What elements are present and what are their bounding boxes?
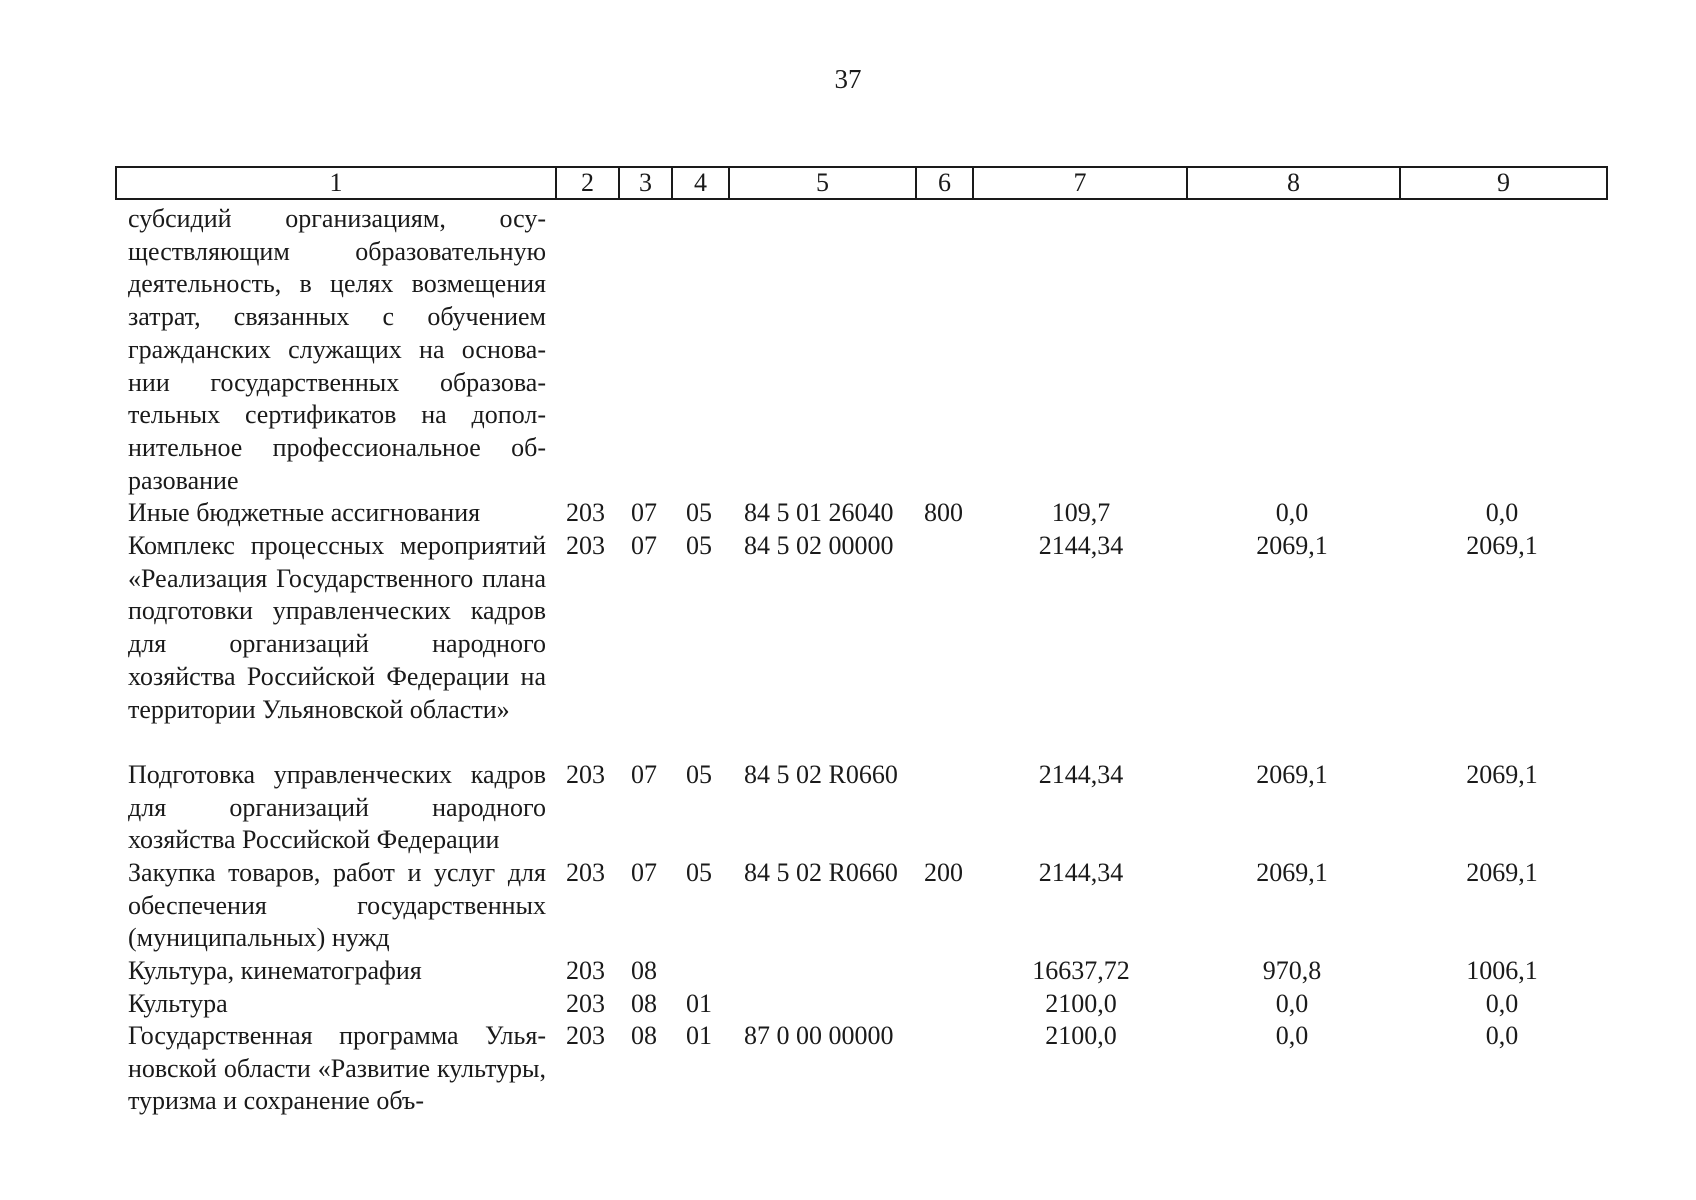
cell-amount-9: 2069,1 (1466, 858, 1538, 887)
cell-amount-7: 2144,34 (1038, 760, 1124, 789)
cell-code-section: 07 (631, 498, 657, 527)
cell-code-ministry: 203 (566, 989, 605, 1018)
cell-amount-7: 16637,72 (1032, 956, 1130, 985)
row-name: Культура (128, 989, 228, 1018)
cell-code-target: 84 5 01 26040 (744, 498, 894, 527)
cell-code-subsection: 05 (686, 760, 712, 789)
cell-code-target: 84 5 02 R0660 (744, 858, 898, 887)
row-name: Комплекс процессных мероприятий «Реализация Государственного плана подготовки управленческих кадров для организаций народного хозяйства Российской Федерации на территории Ульяновской области» (128, 531, 546, 724)
row-name: Закупка товаров, работ и услуг для обеспечения государственных (муниципальных) нужд (128, 858, 546, 953)
cell-code-ministry: 203 (566, 531, 605, 560)
column-header-9: 9 (1401, 166, 1608, 200)
cell-amount-8: 2069,1 (1256, 760, 1328, 789)
column-header-4: 4 (673, 166, 730, 200)
cell-amount-8: 0,0 (1275, 989, 1309, 1018)
cell-amount-8: 0,0 (1275, 1021, 1309, 1050)
cell-amount-9: 0,0 (1485, 989, 1519, 1018)
column-header-6: 6 (917, 166, 974, 200)
cell-amount-8: 0,0 (1275, 498, 1309, 527)
cell-code-section: 07 (631, 531, 657, 560)
cell-code-section: 07 (631, 760, 657, 789)
cell-code-subsection: 05 (686, 531, 712, 560)
cell-code-subsection: 05 (686, 498, 712, 527)
cell-code-ministry: 203 (566, 956, 605, 985)
row-name: Культура, кинематография (128, 956, 422, 985)
cell-code-ministry: 203 (566, 498, 605, 527)
cell-code-ministry: 203 (566, 858, 605, 887)
cell-code-target: 84 5 02 R0660 (744, 760, 898, 789)
column-header-7: 7 (974, 166, 1188, 200)
cell-amount-7: 2144,34 (1038, 858, 1124, 887)
cell-amount-9: 0,0 (1485, 1021, 1519, 1050)
cell-code-section: 07 (631, 858, 657, 887)
row-name: Подготовка управленческих кадров для организаций народного хозяйства Российской Федерации (128, 760, 546, 855)
column-header-1: 1 (115, 166, 557, 200)
cell-code-target: 87 0 00 00000 (744, 1021, 894, 1050)
cell-code-section: 08 (631, 1021, 657, 1050)
cell-code-expense: 200 (924, 858, 963, 887)
cell-amount-7: 2100,0 (1045, 989, 1117, 1018)
cell-amount-9: 2069,1 (1466, 760, 1538, 789)
cell-code-ministry: 203 (566, 1021, 605, 1050)
cell-code-target: 84 5 02 00000 (744, 531, 894, 560)
cell-code-subsection: 05 (686, 858, 712, 887)
cell-amount-9: 1006,1 (1466, 956, 1538, 985)
cell-code-subsection: 01 (686, 1021, 712, 1050)
page-number: 37 (834, 64, 862, 94)
cell-code-subsection: 01 (686, 989, 712, 1018)
cell-amount-8: 2069,1 (1256, 531, 1328, 560)
cell-amount-8: 970,8 (1262, 956, 1322, 985)
cell-code-section: 08 (631, 956, 657, 985)
row-name: Иные бюджетные ассигнования (128, 498, 481, 527)
cell-code-section: 08 (631, 989, 657, 1018)
cell-code-ministry: 203 (566, 760, 605, 789)
row-name: Государственная программа Ульяновской области «Развитие культуры, туризма и сохранение объ- (128, 1021, 546, 1116)
cell-amount-7: 2144,34 (1038, 531, 1124, 560)
row-name: субсидий организациям, осуществляющим образовательную деятельность, в целях возмещения затрат, связанных с обучением гражданских служащих на основании государственных образовательных сертификатов на дополнительное профессиональное образование (128, 204, 546, 495)
column-header-5: 5 (730, 166, 917, 200)
cell-amount-9: 2069,1 (1466, 531, 1538, 560)
column-header-8: 8 (1188, 166, 1401, 200)
column-header-2: 2 (557, 166, 620, 200)
cell-amount-7: 109,7 (1051, 498, 1111, 527)
cell-amount-8: 2069,1 (1256, 858, 1328, 887)
cell-amount-7: 2100,0 (1045, 1021, 1117, 1050)
cell-amount-9: 0,0 (1485, 498, 1519, 527)
column-header-3: 3 (620, 166, 673, 200)
cell-code-expense: 800 (924, 498, 963, 527)
